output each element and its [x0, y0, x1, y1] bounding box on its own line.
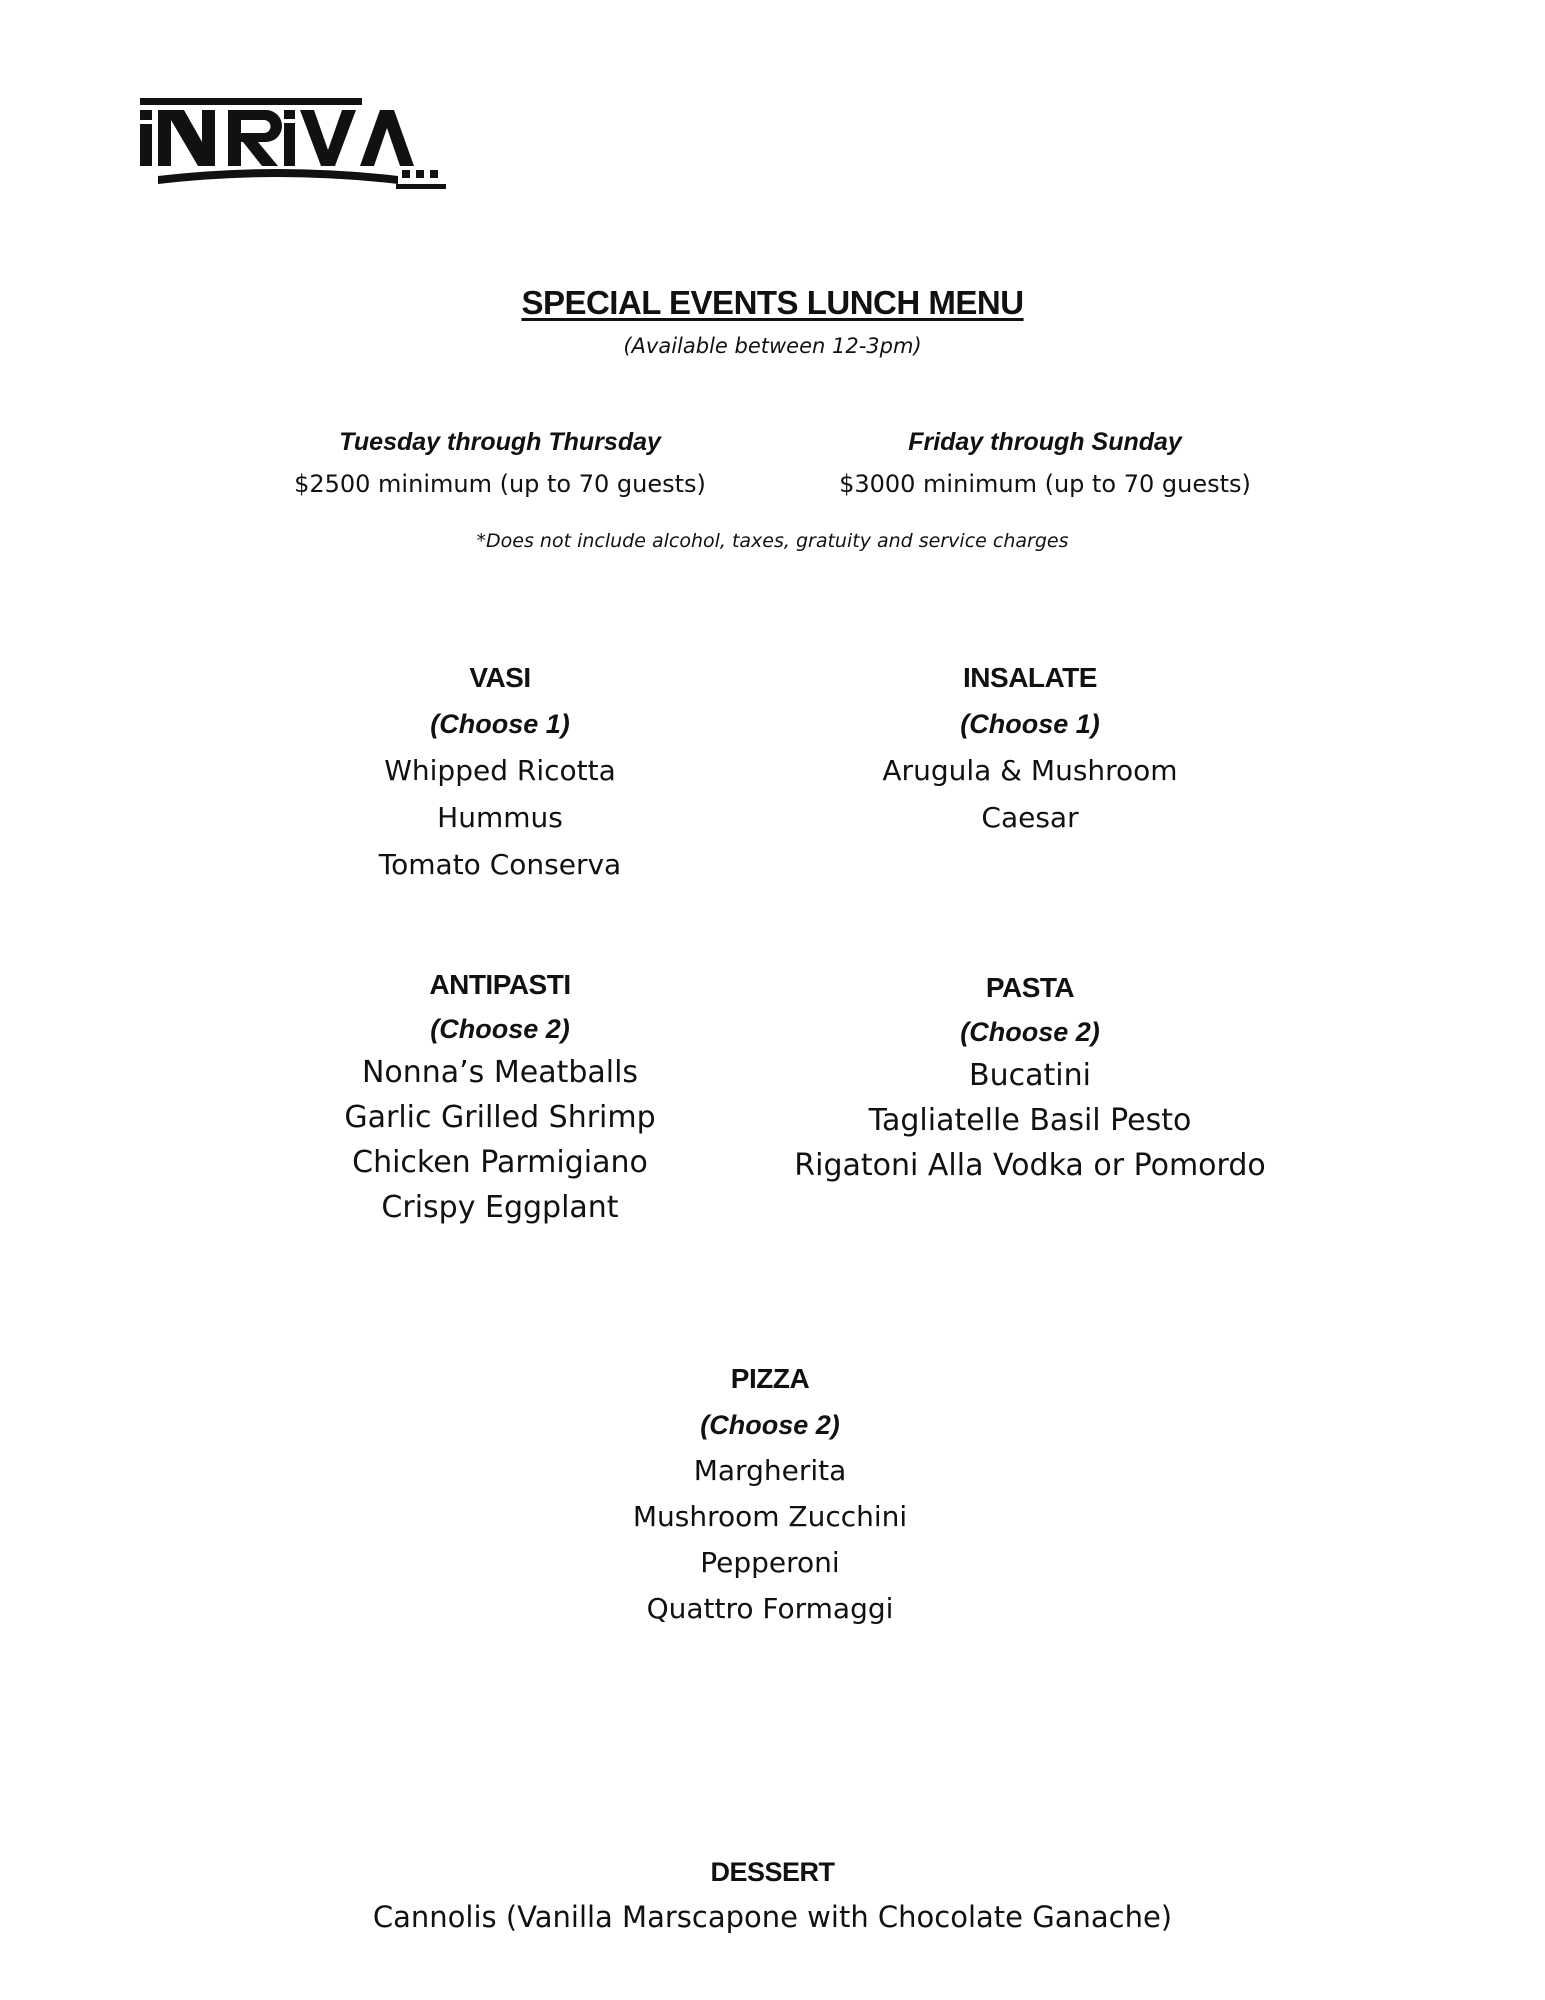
menu-item: Crispy Eggplant: [381, 1190, 619, 1225]
menu-item: Nonna’s Meatballs: [361, 1055, 639, 1090]
page-title: SPECIAL EVENTS LUNCH MENU: [521, 284, 1024, 321]
menu-item: Quattro Formaggi: [646, 1592, 894, 1625]
section-title: ANTIPASTI: [429, 969, 571, 1000]
menu-item: Mushroom Zucchini: [632, 1500, 908, 1533]
menu-item: Margherita: [693, 1454, 847, 1487]
weekend-heading: Friday through Sunday: [908, 428, 1182, 456]
choose-note: (Choose 1): [430, 709, 570, 739]
section-title: PIZZA: [730, 1363, 810, 1394]
weekday-price: $2500 minimum (up to 70 guests): [294, 470, 706, 498]
section-title: DESSERT: [710, 1857, 835, 1887]
menu-item: Garlic Grilled Shrimp: [344, 1100, 656, 1135]
choose-note: (Choose 2): [700, 1410, 840, 1440]
menu-item: Hummus: [437, 801, 563, 834]
choose-note: (Choose 2): [960, 1017, 1100, 1047]
weekday-heading: Tuesday through Thursday: [339, 428, 661, 456]
section-title: INSALATE: [963, 662, 1097, 693]
availability-note: (Available between 12-3pm): [623, 334, 922, 358]
menu-item: Pepperoni: [700, 1546, 840, 1579]
section-title: PASTA: [985, 972, 1075, 1003]
menu-item: Tagliatelle Basil Pesto: [868, 1103, 1192, 1138]
pricing-disclaimer: *Does not include alcohol, taxes, gratuity and service charges: [476, 530, 1069, 552]
menu-item: Caesar: [981, 801, 1079, 834]
menu-item: Arugula & Mushroom: [882, 754, 1178, 787]
section-dessert: [0, 1850, 1545, 1940]
menu-item: Tomato Conserva: [378, 848, 622, 881]
section-insalate: [720, 655, 1340, 841]
section-pizza: [460, 1356, 1080, 1632]
section-pasta: [720, 965, 1340, 1188]
menu-item: Rigatoni Alla Vodka or Pomordo: [794, 1148, 1266, 1183]
section-title: VASI: [469, 662, 531, 693]
menu-item: Chicken Parmigiano: [352, 1145, 648, 1180]
inriva-logo: [138, 96, 448, 192]
weekend-price: $3000 minimum (up to 70 guests): [839, 470, 1251, 498]
section-vasi: [190, 655, 810, 888]
section-antipasti: [190, 962, 810, 1230]
menu-item: Whipped Ricotta: [384, 754, 616, 787]
menu-item: Bucatini: [969, 1058, 1091, 1093]
choose-note: (Choose 2): [430, 1014, 570, 1044]
choose-note: (Choose 1): [960, 709, 1100, 739]
menu-item: Cannolis (Vanilla Marscapone with Chocolate Ganache): [372, 1900, 1173, 1934]
inriva-logo-icon: [138, 96, 448, 192]
